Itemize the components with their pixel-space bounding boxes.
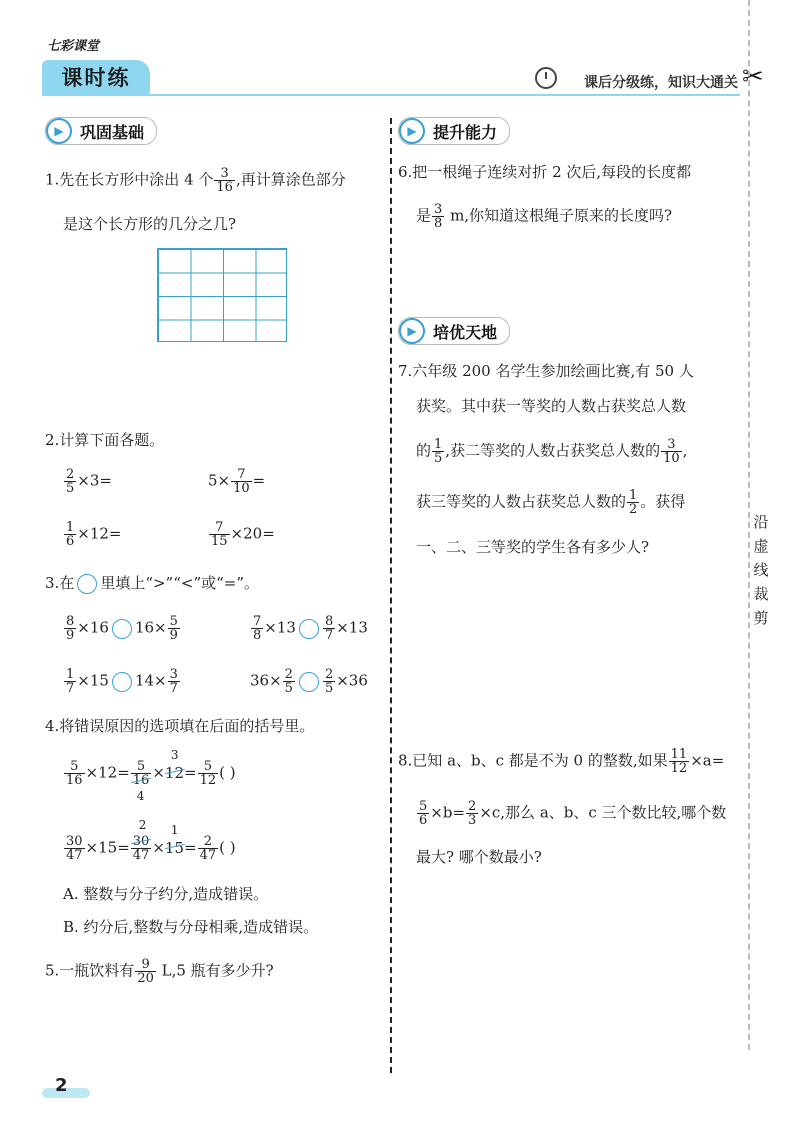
fraction: [198, 835, 219, 862]
expr-text: =: [184, 763, 197, 782]
expr-text: 16×: [134, 618, 167, 637]
header-rule: [42, 94, 740, 96]
fraction: [198, 760, 219, 787]
q3-compare-3: [63, 668, 181, 695]
expr-text: ×15=: [85, 838, 130, 857]
section-title: 巩固基础: [80, 122, 145, 142]
fraction: [135, 958, 156, 985]
q7-line1: 7.六年级 200 名学生参加绘画比赛,有 50 人: [398, 362, 694, 380]
denominator: 16: [132, 773, 150, 788]
denominator: 5: [324, 681, 334, 696]
fraction: [466, 800, 478, 827]
struck-number: [164, 747, 184, 785]
numerator: 8: [66, 614, 75, 629]
rectangle-grid[interactable]: [157, 248, 287, 342]
fraction: [283, 668, 295, 695]
q6-text: m,你知道这根绳子原来的长度吗?: [445, 206, 673, 225]
expr-text: ×13: [264, 618, 296, 637]
denominator: 12: [199, 773, 217, 788]
cut-char: 线: [753, 561, 769, 579]
fraction: [661, 438, 682, 465]
answer-paren[interactable]: ( ): [219, 763, 236, 782]
q3-compare-2: [250, 615, 368, 642]
fraction: [64, 615, 76, 642]
q5-line: [45, 958, 274, 985]
denominator: 10: [233, 481, 250, 496]
denominator: 47: [132, 848, 150, 863]
q6-line1: 6.把一根绳子连续对折 2 次后,每段的长度都: [398, 163, 692, 181]
q8-line3: 最大? 哪个数最小?: [416, 848, 542, 866]
lesson-tab: 课时练: [42, 60, 150, 94]
denominator: 5: [434, 451, 443, 466]
q7-line4: [416, 489, 685, 516]
circle-icon: [77, 574, 97, 594]
denominator: 5: [66, 481, 75, 496]
denominator: 12: [670, 761, 688, 776]
q8-text: 8.已知 a、b、c 都是不为 0 的整数,如果: [398, 751, 668, 770]
fraction: [251, 615, 263, 642]
denominator-struck: [131, 774, 152, 787]
q6-line2: [416, 203, 672, 230]
numerator: 5: [169, 614, 178, 629]
expr-text: 36×: [250, 671, 282, 690]
fraction: [669, 748, 690, 775]
q4-title: 4.将错误原因的选项填在后面的括号里。: [45, 717, 315, 735]
denominator: 9: [66, 628, 75, 643]
fraction: [64, 835, 85, 862]
play-icon: ▶: [399, 118, 425, 144]
numerator: 1: [66, 520, 75, 535]
denominator: 20: [137, 971, 154, 986]
q3-text: 3.在: [45, 574, 75, 592]
q4-expr-1: [63, 747, 236, 803]
numerator: 5: [131, 760, 152, 774]
q2-item-3: [63, 521, 122, 548]
expr-text: ×20=: [230, 524, 275, 543]
fraction: [131, 759, 152, 803]
expr-text: ×36: [336, 671, 368, 690]
denominator: 7: [324, 628, 334, 643]
q4-option-b: B. 约分后,整数与分母相乘,造成错误。: [63, 918, 319, 936]
column-divider: [390, 118, 392, 1073]
q7-text: ,: [682, 441, 688, 460]
q1-text: 1.先在长方形中涂出 4 个: [45, 170, 214, 189]
numerator: 1: [66, 667, 75, 682]
q1-text: ,再计算涂色部分: [235, 170, 346, 189]
reduced-value: 4: [136, 789, 145, 803]
fraction: [131, 818, 152, 863]
expr-text: 15: [164, 838, 184, 857]
expr-text: =: [252, 471, 266, 490]
numerator: 7: [231, 468, 252, 482]
denominator: 16: [216, 180, 233, 195]
expr-text: ×3=: [77, 471, 112, 490]
expr-text: ×12=: [85, 763, 130, 782]
header-tagline: 课后分级练，知识大通关: [584, 75, 738, 91]
denominator: 5: [284, 681, 293, 696]
play-icon: ▶: [399, 318, 425, 344]
numerator: 3: [434, 202, 443, 217]
fraction: [168, 668, 180, 695]
expr-text: ×15: [77, 671, 109, 690]
page-number: 2: [55, 1075, 68, 1096]
fraction: [432, 438, 444, 465]
answer-circle[interactable]: [112, 619, 132, 639]
fraction: [323, 668, 335, 695]
fraction: [417, 800, 429, 827]
brand-logo: 七彩课堂: [47, 39, 100, 54]
denominator: 9: [169, 628, 178, 643]
numerator: 2: [198, 835, 219, 849]
q8-line1: [398, 748, 724, 775]
q5-text: 5.一瓶饮料有: [45, 961, 135, 980]
section-title: 提升能力: [433, 122, 498, 142]
q8-text: ×a=: [690, 751, 725, 770]
fraction: [214, 167, 235, 194]
fraction: [168, 615, 180, 642]
denominator: 3: [468, 813, 477, 828]
numerator: 1: [629, 488, 638, 503]
q7-text: 获三等奖的人数占获奖总人数的: [416, 492, 627, 511]
answer-circle[interactable]: [112, 672, 132, 692]
denominator: 10: [663, 451, 680, 466]
answer-circle[interactable]: [299, 672, 319, 692]
numerator-struck: [131, 835, 152, 849]
numerator: 30: [132, 834, 150, 849]
q3-title: [45, 571, 259, 595]
answer-paren[interactable]: ( ): [219, 838, 236, 857]
denominator: 47: [199, 848, 217, 863]
numerator: 5: [198, 760, 219, 774]
q8-line2: [416, 800, 726, 827]
q1-line1: [45, 167, 346, 194]
section-title: 培优天地: [433, 322, 498, 342]
numerator: 2: [66, 467, 75, 482]
alarm-clock-icon: [535, 67, 557, 89]
section-basic: [45, 117, 157, 145]
numerator: 3: [169, 667, 178, 682]
q5-text: L,5 瓶有多少升?: [156, 961, 274, 980]
q7-text: 的: [416, 441, 432, 460]
numerator: 2: [324, 667, 334, 682]
q8-text: ×c,那么 a、b、c 三个数比较,哪个数: [479, 803, 727, 822]
section-excellent: [398, 317, 510, 345]
denominator: 6: [419, 813, 428, 828]
struck-number: [164, 822, 184, 860]
cut-line: [748, 0, 750, 1050]
expr-text: ×13: [336, 618, 368, 637]
expr-text: ×12=: [77, 524, 122, 543]
expr-text: =: [184, 838, 197, 857]
answer-circle[interactable]: [299, 619, 319, 639]
q7-line2: 获奖。其中获一等奖的人数占获奖总人数: [416, 397, 687, 415]
q3-compare-1: [63, 615, 181, 642]
reduced-value: 2: [138, 818, 147, 832]
denominator: 8: [434, 216, 443, 231]
cut-char: 虚: [753, 537, 769, 555]
expr-text: ×: [152, 763, 165, 782]
q8-text: ×b=: [430, 803, 466, 822]
q3-compare-4: [250, 668, 368, 695]
q1-line2: 是这个长方形的几分之几?: [63, 215, 237, 233]
expr-text: 5×: [208, 471, 231, 490]
numerator: 3: [214, 167, 235, 181]
numerator: 5: [419, 799, 428, 814]
q7-line3: [416, 438, 687, 465]
numerator: 1: [434, 437, 443, 452]
fraction: [64, 668, 76, 695]
q6-text: 是: [416, 206, 432, 225]
numerator: 11: [670, 747, 688, 762]
fraction: [432, 203, 444, 230]
cut-char: 沿: [753, 513, 769, 531]
fraction: [323, 615, 335, 642]
reduced-value: 1: [170, 822, 179, 837]
expr-text: ×: [152, 838, 165, 857]
fraction: [209, 521, 230, 548]
q7-text: ,获二等奖的人数占获奖总人数的: [445, 441, 661, 460]
denominator: 16: [66, 773, 83, 788]
numerator: 9: [135, 958, 156, 972]
q7-text: 。获得: [640, 492, 686, 511]
numerator: 5: [64, 760, 85, 774]
denominator: 15: [211, 534, 228, 549]
play-icon: ▶: [46, 118, 72, 144]
q4-expr-2: [63, 818, 236, 863]
expr-text: 14×: [134, 671, 167, 690]
cut-instruction: [752, 510, 770, 630]
numerator: 7: [209, 521, 230, 535]
cut-char: 剪: [753, 609, 769, 627]
expr-text: 12: [164, 763, 184, 782]
fraction: [64, 760, 85, 787]
numerator: 7: [253, 614, 262, 629]
q4-option-a: A. 整数与分子约分,造成错误。: [63, 885, 269, 903]
q7-line5: 一、二、三等奖的学生各有多少人?: [416, 538, 650, 556]
reduced-value: 3: [170, 747, 179, 762]
fraction: [231, 468, 252, 495]
q3-text: 里填上“>”“<”或“=”。: [100, 574, 260, 592]
fraction: [64, 468, 76, 495]
fraction: [64, 521, 76, 548]
section-improve: [398, 117, 510, 145]
denominator: 47: [66, 848, 83, 863]
numerator: 2: [284, 667, 293, 682]
numerator: 8: [324, 614, 334, 629]
numerator: 30: [66, 834, 83, 849]
numerator: 2: [468, 799, 477, 814]
q2-item-4: [208, 521, 275, 548]
denominator: 2: [629, 502, 638, 517]
q2-item-1: [63, 468, 112, 495]
denominator: 8: [253, 628, 262, 643]
expr-text: ×16: [77, 618, 109, 637]
q2-title: 2.计算下面各题。: [45, 431, 165, 449]
fraction: [627, 489, 639, 516]
denominator: 7: [169, 681, 178, 696]
scissors-icon: ✂: [742, 62, 764, 92]
numerator: 3: [661, 438, 682, 452]
q2-item-2: [208, 468, 265, 495]
cut-char: 裁: [753, 585, 769, 603]
denominator: 7: [66, 681, 75, 696]
denominator: 6: [66, 534, 75, 549]
